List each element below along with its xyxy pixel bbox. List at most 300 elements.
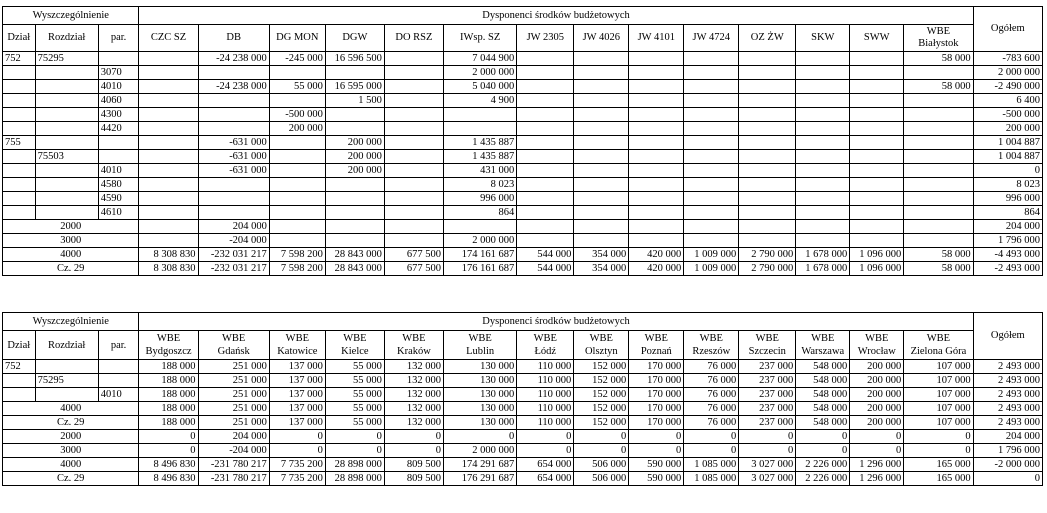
table-cell: 506 000 <box>574 472 629 486</box>
table-row <box>3 206 1043 220</box>
table-cell <box>739 108 796 122</box>
table-cell: 55 000 <box>325 388 384 402</box>
table-cell: 28 843 000 <box>325 262 384 276</box>
table-cell <box>3 150 36 164</box>
table-cell: 996 000 <box>973 192 1042 206</box>
table-cell <box>850 164 904 178</box>
table-cell <box>35 388 98 402</box>
table-cell <box>684 192 739 206</box>
table-row <box>3 52 1043 66</box>
table-cell <box>904 150 973 164</box>
column-header-line: WBE <box>589 333 613 344</box>
column-header-line: Zielona Góra <box>910 346 967 357</box>
table-cell <box>796 122 850 136</box>
table-cell: 1 796 000 <box>973 234 1042 248</box>
table-cell: 2 493 000 <box>973 388 1042 402</box>
table-cell: 76 000 <box>684 416 739 430</box>
table-cell <box>684 66 739 80</box>
table-cell <box>629 206 684 220</box>
column-header-line: Katowice <box>277 346 318 357</box>
table-cell: -631 000 <box>198 150 269 164</box>
table-cell <box>269 164 325 178</box>
table-cell: 0 <box>325 444 384 458</box>
table-cell: 0 <box>796 444 850 458</box>
table-cell: 548 000 <box>796 374 850 388</box>
table-cell <box>198 66 269 80</box>
table-cell: 1 085 000 <box>684 472 739 486</box>
table-cell: 137 000 <box>269 402 325 416</box>
table-cell <box>139 164 198 178</box>
table-cell: 0 <box>139 444 198 458</box>
table-cell <box>629 136 684 150</box>
table-cell: 2 226 000 <box>796 458 850 472</box>
budget-table-bottom <box>2 312 1043 486</box>
table-cell: 4010 <box>98 388 139 402</box>
table-cell: 420 000 <box>629 248 684 262</box>
table-cell <box>269 94 325 108</box>
table-cell: 548 000 <box>796 360 850 374</box>
table-cell: 1 678 000 <box>796 262 850 276</box>
table-cell <box>574 178 629 192</box>
table-cell: 8 308 830 <box>139 248 198 262</box>
column-header <box>850 331 904 360</box>
table-cell: 76 000 <box>684 374 739 388</box>
table-cell <box>35 108 98 122</box>
table-cell <box>384 220 443 234</box>
table-cell: 1 435 887 <box>443 136 516 150</box>
table-cell: 75295 <box>35 52 98 66</box>
column-header-line: WBE <box>533 333 557 344</box>
table-cell: 200 000 <box>325 164 384 178</box>
table-cell <box>517 122 574 136</box>
summary-label: 3000 <box>3 234 139 248</box>
table-cell: 132 000 <box>384 402 443 416</box>
table-cell: 548 000 <box>796 388 850 402</box>
table-cell: 130 000 <box>443 360 516 374</box>
table-cell: 654 000 <box>517 472 574 486</box>
summary-row <box>3 472 1043 486</box>
table-cell <box>325 66 384 80</box>
table-cell: 0 <box>850 444 904 458</box>
summary-row <box>3 402 1043 416</box>
table-cell <box>796 94 850 108</box>
table-cell: 2 493 000 <box>973 374 1042 388</box>
table-cell <box>574 136 629 150</box>
table-cell: 200 000 <box>850 402 904 416</box>
table-cell: 251 000 <box>198 416 269 430</box>
table-cell: 137 000 <box>269 360 325 374</box>
column-header-line: Gdańsk <box>217 346 250 357</box>
table-cell <box>850 52 904 66</box>
table-cell: 237 000 <box>739 360 796 374</box>
column-header-line: Kraków <box>397 346 431 357</box>
table-cell: 354 000 <box>574 248 629 262</box>
table-cell: 188 000 <box>139 388 198 402</box>
table-cell <box>850 178 904 192</box>
table-cell: 1 085 000 <box>684 458 739 472</box>
table-cell <box>517 206 574 220</box>
table-row <box>3 150 1043 164</box>
table-cell <box>629 52 684 66</box>
table-cell: 251 000 <box>198 388 269 402</box>
table-cell <box>796 80 850 94</box>
table-cell <box>904 122 973 136</box>
table-cell: 130 000 <box>443 416 516 430</box>
table-cell: 55 000 <box>325 374 384 388</box>
table-cell <box>3 374 36 388</box>
table-cell <box>739 178 796 192</box>
table-cell: 7 598 200 <box>269 248 325 262</box>
table-cell <box>629 164 684 178</box>
table-cell <box>35 206 98 220</box>
table-cell <box>904 66 973 80</box>
column-header <box>517 331 574 360</box>
table-cell: 4 900 <box>443 94 516 108</box>
table-cell <box>198 192 269 206</box>
table-cell: 4580 <box>98 178 139 192</box>
table-cell: 1 004 887 <box>973 136 1042 150</box>
table-cell: 152 000 <box>574 374 629 388</box>
table-cell: 1 096 000 <box>850 262 904 276</box>
header-rozdzial: Rozdział <box>35 331 98 360</box>
column-header <box>139 331 198 360</box>
table-cell: 354 000 <box>574 262 629 276</box>
table-cell <box>98 374 139 388</box>
column-header <box>684 331 739 360</box>
table-cell: 200 000 <box>325 136 384 150</box>
table-cell: 237 000 <box>739 388 796 402</box>
table-cell: -4 493 000 <box>973 248 1042 262</box>
table-cell <box>3 80 36 94</box>
table-cell: 0 <box>973 472 1042 486</box>
table-cell <box>517 192 574 206</box>
column-header: DB <box>198 25 269 52</box>
table-cell <box>443 108 516 122</box>
column-header-line: Poznań <box>640 346 672 357</box>
table-cell <box>35 192 98 206</box>
table-cell: 3 027 000 <box>739 472 796 486</box>
table-cell <box>739 122 796 136</box>
table-cell <box>850 136 904 150</box>
table-cell <box>739 206 796 220</box>
summary-label: 4000 <box>3 458 139 472</box>
table-cell <box>684 178 739 192</box>
table-cell <box>684 164 739 178</box>
table-cell: 75503 <box>35 150 98 164</box>
table-cell <box>574 94 629 108</box>
table-cell <box>684 122 739 136</box>
table-cell: 2 226 000 <box>796 472 850 486</box>
summary-row <box>3 444 1043 458</box>
table-cell: 2 493 000 <box>973 416 1042 430</box>
table-cell: -231 780 217 <box>198 458 269 472</box>
table-cell: 174 161 687 <box>443 248 516 262</box>
table-cell: 0 <box>973 164 1042 178</box>
header-dzial: Dział <box>3 25 36 52</box>
table-cell <box>325 122 384 136</box>
table-cell: 28 843 000 <box>325 248 384 262</box>
header-ogolem: Ogółem <box>973 313 1042 360</box>
table-cell <box>739 136 796 150</box>
table-cell <box>739 234 796 248</box>
table-cell <box>739 94 796 108</box>
table-cell: 204 000 <box>973 220 1042 234</box>
table-cell <box>35 136 98 150</box>
table-cell: 1 796 000 <box>973 444 1042 458</box>
table-cell <box>739 192 796 206</box>
table-cell: 132 000 <box>384 374 443 388</box>
table-cell <box>3 388 36 402</box>
table-cell: 0 <box>796 430 850 444</box>
table-cell <box>3 206 36 220</box>
table-cell: 752 <box>3 360 36 374</box>
table-cell <box>325 178 384 192</box>
table-cell <box>98 136 139 150</box>
table-cell <box>384 164 443 178</box>
column-header-line: WBE <box>156 333 181 344</box>
table-cell <box>198 94 269 108</box>
table-row <box>3 374 1043 388</box>
summary-row <box>3 234 1043 248</box>
column-header <box>904 331 973 360</box>
table-cell: 58 000 <box>904 52 973 66</box>
column-header-line: Rzeszów <box>692 346 731 357</box>
summary-row <box>3 430 1043 444</box>
table-cell <box>325 234 384 248</box>
table-cell: 152 000 <box>574 360 629 374</box>
table-cell: 176 161 687 <box>443 262 516 276</box>
table-cell: 132 000 <box>384 360 443 374</box>
table-cell: 132 000 <box>384 388 443 402</box>
table-cell: 1 296 000 <box>850 472 904 486</box>
table-cell <box>850 80 904 94</box>
table-cell <box>850 122 904 136</box>
table-cell: 137 000 <box>269 388 325 402</box>
table-cell: 170 000 <box>629 416 684 430</box>
table-cell: -24 238 000 <box>198 52 269 66</box>
header-dysponenci: Dysponenci środków budżetowych <box>139 313 973 331</box>
table-cell <box>629 94 684 108</box>
table-cell <box>198 122 269 136</box>
table-cell <box>517 52 574 66</box>
table-cell <box>384 178 443 192</box>
table-cell: 107 000 <box>904 402 973 416</box>
column-header-line: Warszawa <box>801 346 845 357</box>
column-header: JW 4026 <box>574 25 629 52</box>
table-cell: 130 000 <box>443 374 516 388</box>
table-cell <box>384 150 443 164</box>
table-cell <box>35 122 98 136</box>
table-cell: 7 044 900 <box>443 52 516 66</box>
table-cell <box>325 108 384 122</box>
table-cell <box>98 52 139 66</box>
table-cell <box>904 108 973 122</box>
table-cell: 0 <box>384 430 443 444</box>
table-cell <box>629 108 684 122</box>
table-cell <box>904 178 973 192</box>
summary-label: Cz. 29 <box>3 262 139 276</box>
table-cell: 132 000 <box>384 416 443 430</box>
column-header <box>574 331 629 360</box>
table-cell: 188 000 <box>139 360 198 374</box>
table-cell: 0 <box>629 444 684 458</box>
column-header-line: WBE <box>402 333 426 344</box>
table-cell <box>384 136 443 150</box>
table-cell <box>739 80 796 94</box>
table-cell: 204 000 <box>973 430 1042 444</box>
table-cell: 809 500 <box>384 472 443 486</box>
table-cell: 58 000 <box>904 80 973 94</box>
table-cell <box>139 108 198 122</box>
table-cell: 8 023 <box>443 178 516 192</box>
table-cell: 548 000 <box>796 402 850 416</box>
table-cell <box>904 164 973 178</box>
table-cell <box>139 178 198 192</box>
table-cell: 110 000 <box>517 388 574 402</box>
table-cell <box>904 206 973 220</box>
table-row <box>3 66 1043 80</box>
table-cell: 200 000 <box>850 388 904 402</box>
table-cell: 188 000 <box>139 416 198 430</box>
table-cell: 809 500 <box>384 458 443 472</box>
table-cell <box>796 220 850 234</box>
table-cell <box>269 136 325 150</box>
table-cell <box>574 108 629 122</box>
column-header-line: WBE <box>468 333 492 344</box>
table-cell <box>517 178 574 192</box>
table-cell: 110 000 <box>517 360 574 374</box>
table-cell: 204 000 <box>198 430 269 444</box>
table-cell <box>850 220 904 234</box>
table-cell <box>443 220 516 234</box>
table-cell: 165 000 <box>904 472 973 486</box>
column-header-line: Bydgoszcz <box>145 346 192 357</box>
table-cell: 0 <box>139 430 198 444</box>
summary-label: Cz. 29 <box>3 416 139 430</box>
column-header-line: WBE <box>222 333 246 344</box>
table-row <box>3 94 1043 108</box>
table-cell: 152 000 <box>574 402 629 416</box>
table-cell: 176 291 687 <box>443 472 516 486</box>
table-cell: 864 <box>973 206 1042 220</box>
table-cell <box>684 206 739 220</box>
table-cell: -204 000 <box>198 444 269 458</box>
budget-table-top <box>2 6 1043 276</box>
table-cell <box>3 178 36 192</box>
table-cell: 170 000 <box>629 402 684 416</box>
table-cell: 4060 <box>98 94 139 108</box>
table-row <box>3 388 1043 402</box>
summary-row <box>3 262 1043 276</box>
table-cell <box>629 234 684 248</box>
table-cell: 7 735 200 <box>269 472 325 486</box>
table-cell: 55 000 <box>325 416 384 430</box>
column-header-line: WBE <box>343 333 367 344</box>
table-cell <box>35 360 98 374</box>
table-cell: 76 000 <box>684 360 739 374</box>
table-cell: 7 735 200 <box>269 458 325 472</box>
column-header <box>629 331 684 360</box>
table-cell: 4300 <box>98 108 139 122</box>
table-cell <box>325 206 384 220</box>
table-cell: 8 496 830 <box>139 458 198 472</box>
table-cell: 2 000 000 <box>973 66 1042 80</box>
table-cell <box>904 234 973 248</box>
table-cell: -245 000 <box>269 52 325 66</box>
table-cell <box>198 206 269 220</box>
table-cell: 76 000 <box>684 402 739 416</box>
table-cell <box>139 66 198 80</box>
table-cell: 2 493 000 <box>973 360 1042 374</box>
table-cell <box>35 94 98 108</box>
table-cell: 237 000 <box>739 374 796 388</box>
table-cell <box>517 80 574 94</box>
table-cell <box>629 80 684 94</box>
table-cell: -500 000 <box>973 108 1042 122</box>
header-ogolem: Ogółem <box>973 7 1042 52</box>
table-cell <box>384 234 443 248</box>
table-cell <box>517 150 574 164</box>
table-cell: 16 596 500 <box>325 52 384 66</box>
table-cell <box>796 136 850 150</box>
summary-row <box>3 458 1043 472</box>
table-cell: 3 027 000 <box>739 458 796 472</box>
table-cell: 110 000 <box>517 416 574 430</box>
table-cell: 590 000 <box>629 472 684 486</box>
table-cell: 200 000 <box>850 360 904 374</box>
table-cell <box>739 52 796 66</box>
table-cell: 752 <box>3 52 36 66</box>
table-cell: 237 000 <box>739 402 796 416</box>
column-header: OZ ŻW <box>739 25 796 52</box>
table-cell <box>384 206 443 220</box>
table-cell <box>35 80 98 94</box>
table-cell: -631 000 <box>198 164 269 178</box>
column-header-line: WBE <box>811 333 835 344</box>
table-cell <box>629 220 684 234</box>
table-cell: 200 000 <box>325 150 384 164</box>
column-header <box>796 331 850 360</box>
table-cell <box>684 234 739 248</box>
column-header-line: WBE <box>755 333 779 344</box>
table-cell <box>3 66 36 80</box>
table-cell: 0 <box>850 430 904 444</box>
table-cell: 590 000 <box>629 458 684 472</box>
table-cell <box>269 234 325 248</box>
table-cell: 1 435 887 <box>443 150 516 164</box>
table-cell: 55 000 <box>325 360 384 374</box>
table-cell: 2 000 000 <box>443 66 516 80</box>
table-cell: 130 000 <box>443 388 516 402</box>
table-cell: -232 031 217 <box>198 248 269 262</box>
table-cell: 1 296 000 <box>850 458 904 472</box>
table-cell <box>384 94 443 108</box>
column-header <box>269 331 325 360</box>
table-cell <box>269 220 325 234</box>
table-cell: 8 496 830 <box>139 472 198 486</box>
table-cell <box>384 66 443 80</box>
table-cell: 5 040 000 <box>443 80 516 94</box>
table-cell: 4590 <box>98 192 139 206</box>
table-cell <box>384 52 443 66</box>
table-cell: 110 000 <box>517 374 574 388</box>
table-cell: 2 493 000 <box>973 402 1042 416</box>
table-cell: 677 500 <box>384 248 443 262</box>
table-cell <box>850 234 904 248</box>
column-header <box>325 331 384 360</box>
summary-row <box>3 416 1043 430</box>
table-cell <box>574 122 629 136</box>
